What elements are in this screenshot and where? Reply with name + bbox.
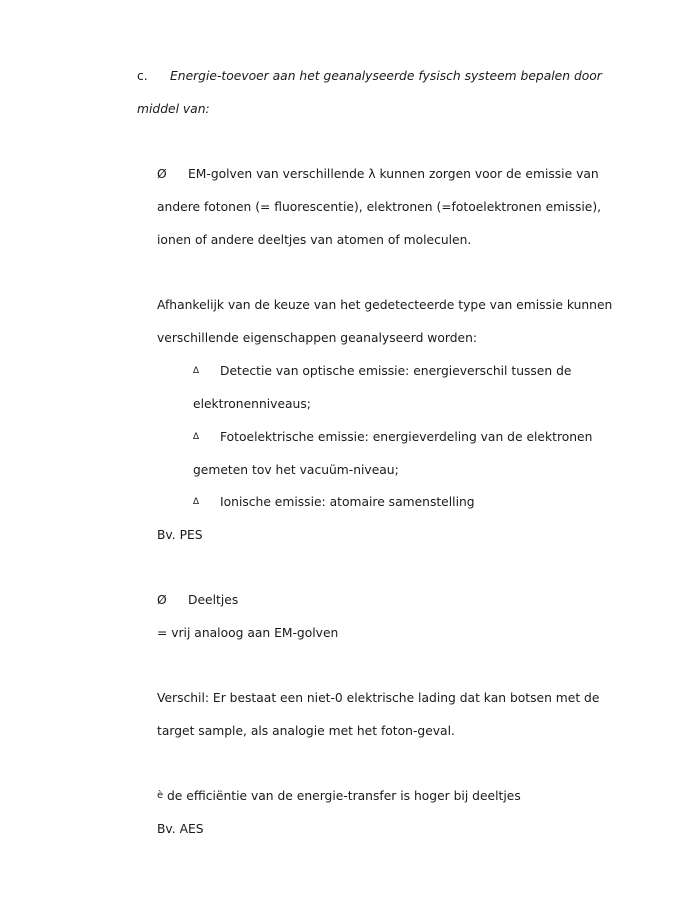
verschil-line2: target sample, als analogie met het foton-geval. <box>157 724 455 738</box>
subitem-1-line1: Detectie van optische emissie: energieverschil tussen de <box>220 364 572 378</box>
example-pes: Bv. PES <box>157 528 203 542</box>
conclusion-text: de efficiëntie van de energie-transfer is hoger bij deeltjes <box>167 789 521 803</box>
em-text-line1: EM-golven van verschillende λ kunnen zorgen voor de emissie van <box>188 167 599 181</box>
subitem-1-line2: elektronenniveaus; <box>193 397 311 411</box>
heading-text-line1: Energie-toevoer aan het geanalyseerde fysisch systeem bepalen door <box>170 69 602 83</box>
subitem-2-line2: gemeten tov het vacuüm-niveau; <box>193 463 399 477</box>
particles-label: Deeltjes <box>188 593 239 607</box>
em-text-line2: andere fotonen (= fluorescentie), elektronen (=fotoelektronen emissie), <box>157 200 602 214</box>
subitem-2-line1: Fotoelektrische emissie: energieverdeling van de elektronen <box>220 430 593 444</box>
em-text-line3: ionen of andere deeltjes van atomen of moleculen. <box>157 233 472 247</box>
subitem-marker-3: ∆ <box>193 497 200 507</box>
example-aes: Bv. AES <box>157 822 204 836</box>
afhankelijk-line1: Afhankelijk van de keuze van het gedetecteerde type van emissie kunnen <box>157 298 613 312</box>
afhankelijk-line2: verschillende eigenschappen geanalyseerd worden: <box>157 331 478 345</box>
bullet-marker-particles: Ø <box>157 593 167 607</box>
heading-text-line2: middel van: <box>137 102 210 116</box>
subitem-marker-1: ∆ <box>193 366 200 376</box>
verschil-line1: Verschil: Er bestaat een niet-0 elektrische lading dat kan botsen met de <box>157 691 600 705</box>
subitem-3-line1: Ionische emissie: atomaire samenstelling <box>220 495 475 509</box>
subitem-marker-2: ∆ <box>193 432 200 442</box>
list-marker-c: c. <box>137 69 148 83</box>
bullet-marker-em: Ø <box>157 167 167 181</box>
conclusion-arrow-marker: è <box>157 790 164 801</box>
particles-analog: = vrij analoog aan EM-golven <box>157 626 339 640</box>
